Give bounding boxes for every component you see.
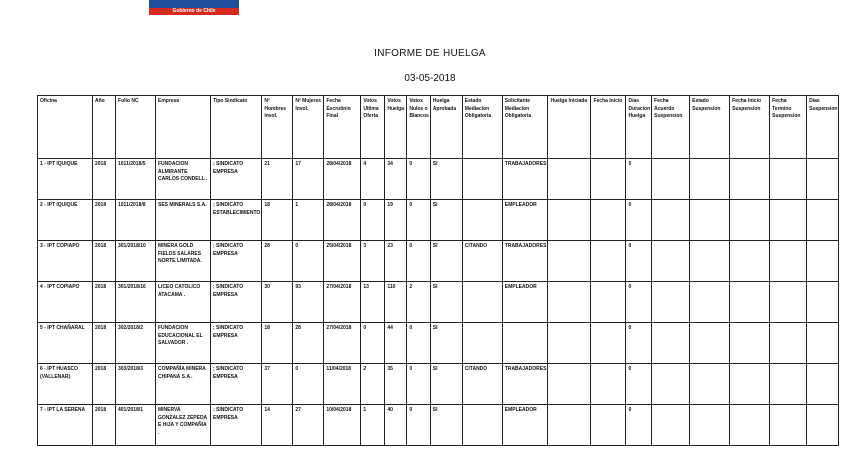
table-cell bbox=[690, 282, 730, 323]
table-cell bbox=[652, 241, 690, 282]
table-cell bbox=[770, 364, 807, 405]
column-header: Fecha Inicio Suspension bbox=[730, 96, 770, 159]
table-cell: CITANDO bbox=[462, 241, 502, 282]
table-cell: 11/04/2018 bbox=[324, 364, 361, 405]
table-cell bbox=[807, 323, 839, 364]
table-cell bbox=[548, 323, 591, 364]
table-cell bbox=[690, 159, 730, 200]
table-cell: 2018 bbox=[93, 241, 116, 282]
table-cell: EMPLEADOR bbox=[502, 405, 548, 446]
table-cell: 0 bbox=[626, 241, 652, 282]
table-cell: ; SINDICATO EMPRESA bbox=[211, 364, 262, 405]
table-cell: ; SINDICATO ESTABLECIMIENTO bbox=[211, 200, 262, 241]
table-cell bbox=[462, 323, 502, 364]
table-cell: 18 bbox=[262, 200, 293, 241]
column-header: Fecha Termino Suspension bbox=[770, 96, 807, 159]
table-cell bbox=[690, 364, 730, 405]
table-cell: 2 - IPT IQUIQUE bbox=[38, 200, 93, 241]
gobierno-de-chile-logo bbox=[149, 0, 239, 15]
table-cell: 19 bbox=[385, 200, 407, 241]
table-cell: 27 bbox=[293, 405, 324, 446]
table-header-row bbox=[38, 96, 839, 159]
table-cell bbox=[462, 200, 502, 241]
table-cell: SES MINERALS S.A. bbox=[156, 200, 211, 241]
table-cell: 301/2018/16 bbox=[116, 282, 156, 323]
column-header: Fecha Inicio bbox=[591, 96, 626, 159]
table-cell: TRABAJADORES bbox=[502, 241, 548, 282]
table-cell bbox=[591, 159, 626, 200]
table-cell bbox=[770, 405, 807, 446]
column-header: Votos Nulos o Blancos bbox=[407, 96, 430, 159]
table-cell: FUNDACION EDUCACIONAL EL SALVADOR . bbox=[156, 323, 211, 364]
table-cell: 14 bbox=[262, 405, 293, 446]
table-cell bbox=[548, 200, 591, 241]
column-header: Estado Suspension bbox=[690, 96, 730, 159]
table-cell bbox=[652, 323, 690, 364]
table-cell bbox=[548, 405, 591, 446]
table-cell bbox=[591, 323, 626, 364]
table-cell: 0 bbox=[626, 323, 652, 364]
table-cell: 10/04/2018 bbox=[324, 405, 361, 446]
table-cell: SI bbox=[430, 323, 462, 364]
table-cell bbox=[652, 364, 690, 405]
table-cell: 30 bbox=[262, 282, 293, 323]
table-cell bbox=[591, 241, 626, 282]
table-cell bbox=[770, 241, 807, 282]
table-cell: 5 - IPT CHAÑARAL bbox=[38, 323, 93, 364]
column-header: Huelga Aprobada bbox=[430, 96, 462, 159]
table-cell: 1 bbox=[293, 200, 324, 241]
table-cell bbox=[652, 159, 690, 200]
table-cell: 93 bbox=[293, 282, 324, 323]
table-cell: 2 bbox=[361, 364, 385, 405]
table-cell: 1011/2018/5 bbox=[116, 159, 156, 200]
table-cell: 0 bbox=[407, 405, 430, 446]
table-cell: SI bbox=[430, 200, 462, 241]
table-cell: TRABAJADORES bbox=[502, 159, 548, 200]
table-cell: 301/2018/10 bbox=[116, 241, 156, 282]
table-cell: 0 bbox=[361, 200, 385, 241]
table-cell: 0 bbox=[407, 159, 430, 200]
table-cell: 25/04/2018 bbox=[324, 241, 361, 282]
table-cell: 303/2018/3 bbox=[116, 364, 156, 405]
table-cell: SI bbox=[430, 241, 462, 282]
table-cell bbox=[462, 159, 502, 200]
table-cell bbox=[462, 405, 502, 446]
table-cell: LICEO CATOLICO ATACAMA . bbox=[156, 282, 211, 323]
column-header: Estado Mediacion Obligatoria bbox=[462, 96, 502, 159]
column-header: Empresa bbox=[156, 96, 211, 159]
report-title: INFORME DE HUELGA bbox=[374, 48, 486, 59]
table-cell: SI bbox=[430, 364, 462, 405]
table-cell: 0 bbox=[626, 405, 652, 446]
table-cell: 28/04/2018 bbox=[324, 159, 361, 200]
table-cell bbox=[591, 282, 626, 323]
table-cell: CITANDO bbox=[462, 364, 502, 405]
column-header: Año bbox=[93, 96, 116, 159]
table-cell bbox=[807, 159, 839, 200]
table-cell: 1 bbox=[361, 405, 385, 446]
table-cell: ; SINDICATO EMPRESA bbox=[211, 323, 262, 364]
table-cell bbox=[730, 159, 770, 200]
table-cell: 0 bbox=[626, 364, 652, 405]
column-header: Votos Huelga bbox=[385, 96, 407, 159]
report-date: 03-05-2018 bbox=[404, 73, 456, 84]
table-cell: 1 - IPT IQUIQUE bbox=[38, 159, 93, 200]
table-cell bbox=[462, 282, 502, 323]
table-cell: ; SINDICATO EMPRESA bbox=[211, 282, 262, 323]
table-cell: 0 bbox=[407, 200, 430, 241]
table-cell: ; SINDICATO EMPRESA bbox=[211, 241, 262, 282]
table-cell: 0 bbox=[626, 159, 652, 200]
table-cell: 23 bbox=[385, 241, 407, 282]
table-cell: EMPLEADOR bbox=[502, 282, 548, 323]
table-cell: 4 bbox=[361, 159, 385, 200]
table-row bbox=[38, 200, 839, 241]
table-cell: 0 bbox=[626, 282, 652, 323]
table-row bbox=[38, 323, 839, 364]
table-cell: 302/2018/2 bbox=[116, 323, 156, 364]
table-cell bbox=[770, 323, 807, 364]
table-cell bbox=[652, 200, 690, 241]
table-cell: MINERA GOLD FIELDS SALARES NORTE LIMITADA. bbox=[156, 241, 211, 282]
column-header: Tipo Sindicato bbox=[211, 96, 262, 159]
table-row bbox=[38, 405, 839, 446]
table-cell: COMPAÑÍA MINERA CHIPANA S.A . bbox=[156, 364, 211, 405]
table-cell bbox=[730, 200, 770, 241]
table-row bbox=[38, 159, 839, 200]
table-cell: 40 bbox=[385, 405, 407, 446]
table-cell: 28 bbox=[262, 241, 293, 282]
table-cell: 27/04/2018 bbox=[324, 323, 361, 364]
table-row bbox=[38, 282, 839, 323]
table-cell: 7 - IPT LA SERENA bbox=[38, 405, 93, 446]
table-cell bbox=[652, 282, 690, 323]
table-cell: 110 bbox=[385, 282, 407, 323]
table-cell bbox=[770, 282, 807, 323]
table-cell: TRABAJADORES bbox=[502, 364, 548, 405]
table-cell bbox=[690, 200, 730, 241]
table-cell: 3 - IPT COPIAPO bbox=[38, 241, 93, 282]
table-cell bbox=[548, 159, 591, 200]
table-cell: SI bbox=[430, 405, 462, 446]
column-header: Fecha Escrutinio Final bbox=[324, 96, 361, 159]
table-cell bbox=[548, 241, 591, 282]
table-cell: 1011/2018/8 bbox=[116, 200, 156, 241]
table-cell: 13 bbox=[361, 282, 385, 323]
table-cell: 35 bbox=[385, 364, 407, 405]
table-cell: FUNDACION ALMIRANTE CARLOS CONDELL . bbox=[156, 159, 211, 200]
table-cell bbox=[690, 405, 730, 446]
table-cell bbox=[502, 323, 548, 364]
column-header: Días Duracion Huelga bbox=[626, 96, 652, 159]
table-cell bbox=[591, 364, 626, 405]
table-cell bbox=[730, 241, 770, 282]
table-row bbox=[38, 241, 839, 282]
table-cell: 2018 bbox=[93, 159, 116, 200]
table-cell bbox=[807, 364, 839, 405]
table-cell: SI bbox=[430, 159, 462, 200]
table-cell bbox=[690, 323, 730, 364]
table-cell bbox=[770, 159, 807, 200]
table-body bbox=[38, 159, 839, 446]
strike-report-table bbox=[37, 95, 839, 446]
table-cell bbox=[730, 323, 770, 364]
column-header: Folio NC bbox=[116, 96, 156, 159]
logo-text: Gobierno de Chile bbox=[172, 8, 216, 14]
table-row bbox=[38, 364, 839, 405]
table-cell bbox=[730, 282, 770, 323]
column-header: Nº Mujeres Invol. bbox=[293, 96, 324, 159]
table-cell: EMPLEADOR bbox=[502, 200, 548, 241]
table-cell: 6 - IPT HUASCO (VALLENAR) bbox=[38, 364, 93, 405]
table-cell: 0 bbox=[361, 323, 385, 364]
column-header: Oficina bbox=[38, 96, 93, 159]
table-cell bbox=[652, 405, 690, 446]
table-cell: 2 bbox=[407, 282, 430, 323]
table-cell: 21 bbox=[262, 159, 293, 200]
table-cell: 0 bbox=[626, 200, 652, 241]
table-cell: 401/2018/1 bbox=[116, 405, 156, 446]
table-cell: 2018 bbox=[93, 200, 116, 241]
table-cell bbox=[730, 405, 770, 446]
table-cell: 28 bbox=[293, 323, 324, 364]
table-cell: 3 bbox=[361, 241, 385, 282]
table-cell: SI bbox=[430, 282, 462, 323]
table-cell: 4 - IPT COPIAPO bbox=[38, 282, 93, 323]
table-cell: ; SINDICATO EMPRESA bbox=[211, 405, 262, 446]
table-cell: 0 bbox=[407, 364, 430, 405]
table-cell bbox=[807, 405, 839, 446]
table-cell bbox=[770, 200, 807, 241]
table-cell bbox=[807, 241, 839, 282]
table-cell bbox=[690, 241, 730, 282]
table-cell bbox=[730, 364, 770, 405]
table-cell: 2018 bbox=[93, 364, 116, 405]
column-header: Huelga Iniciada bbox=[548, 96, 591, 159]
table-cell: MINERVA GONZALEZ ZEPEDA E HIJA Y COMPAÑIA . bbox=[156, 405, 211, 446]
table-cell: 28/04/2018 bbox=[324, 200, 361, 241]
table-cell bbox=[548, 282, 591, 323]
column-header: Votos Ultima Oferta bbox=[361, 96, 385, 159]
table-cell: 17 bbox=[293, 159, 324, 200]
table-cell: 18 bbox=[262, 323, 293, 364]
column-header: Días Suspension bbox=[807, 96, 839, 159]
column-header: Solicitante Mediacion Obligatoria bbox=[502, 96, 548, 159]
table-cell: 0 bbox=[407, 323, 430, 364]
table-cell bbox=[591, 405, 626, 446]
table-cell: 37 bbox=[262, 364, 293, 405]
table-cell: 2018 bbox=[93, 405, 116, 446]
table-cell: 34 bbox=[385, 159, 407, 200]
table-cell: 27/04/2018 bbox=[324, 282, 361, 323]
table-cell: ; SINDICATO EMPRESA bbox=[211, 159, 262, 200]
table-cell: 44 bbox=[385, 323, 407, 364]
column-header: Nº Hombres Invol. bbox=[262, 96, 293, 159]
table-cell bbox=[591, 200, 626, 241]
table-cell bbox=[807, 200, 839, 241]
table-cell: 0 bbox=[293, 364, 324, 405]
table-cell: 2018 bbox=[93, 323, 116, 364]
table-cell bbox=[548, 364, 591, 405]
table-cell: 2018 bbox=[93, 282, 116, 323]
table-cell: 0 bbox=[407, 241, 430, 282]
column-header: Fecha Acuerdo Suspension bbox=[652, 96, 690, 159]
table-cell: 0 bbox=[293, 241, 324, 282]
table-cell bbox=[807, 282, 839, 323]
